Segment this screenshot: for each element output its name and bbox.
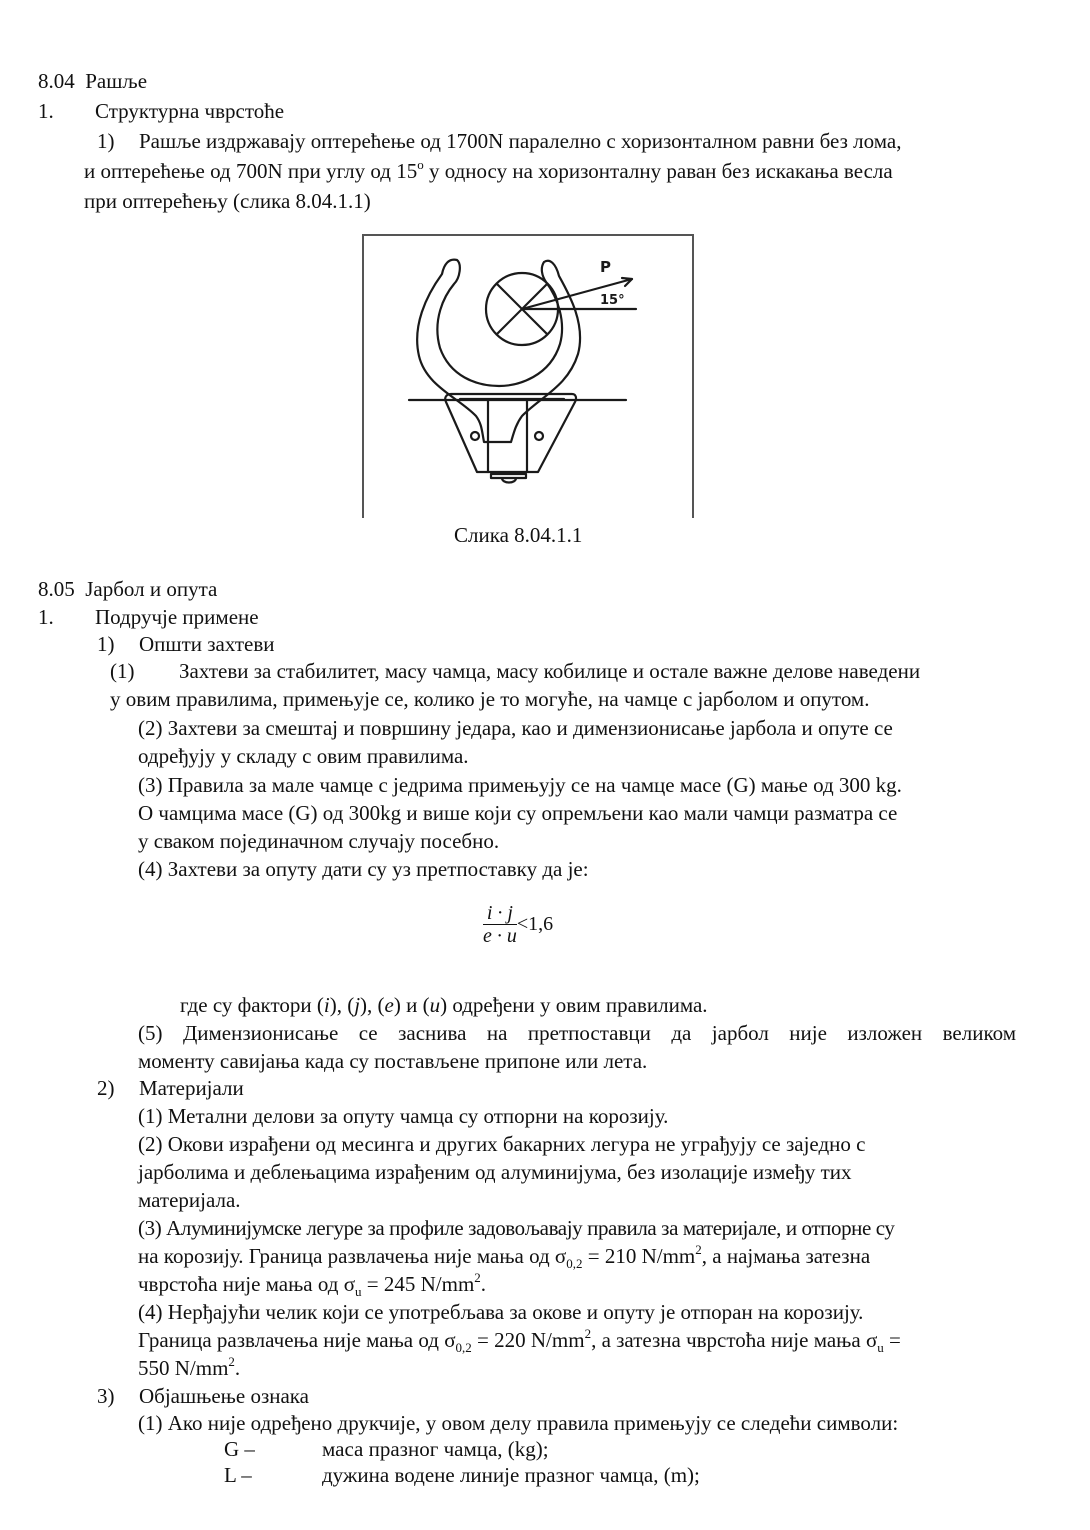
text: , а затезна чврстоћа није мања σ [591, 1328, 878, 1352]
group-title: Материјали [139, 1076, 244, 1100]
section-number: 8.04 [38, 69, 75, 93]
oarlock-drawing [364, 236, 692, 518]
section-title: Јарбол и опута [85, 577, 218, 601]
rule-1-line-3 [84, 188, 371, 214]
group-3-heading [97, 1383, 309, 1409]
g1-item-3-line-2: О чамцима масе (G) од 300kg и више који су опремљени као мали чамци разматра се [138, 801, 898, 825]
g3-item-1-line-1: (1) Ако није одређено друкчије, у овом делу правила примењују се следећи символи: [138, 1411, 899, 1435]
g2-item-3-line-3 [138, 1270, 487, 1300]
g2-item-3-line-2 [138, 1242, 871, 1272]
factor-e: e [384, 993, 394, 1017]
group-title: Општи захтеви [139, 632, 275, 656]
superscript: 2 [695, 1242, 702, 1257]
text: ) одређени у овим правилима. [440, 993, 708, 1017]
text: ) и ( [393, 993, 430, 1017]
rule-text: у односу на хоризонталну раван без искакања весла [423, 159, 893, 183]
rule-text: Рашље издржавају оптерећење од 1700N паралелно с хоризонталном равни без лома, [139, 129, 902, 153]
symbol: L – [224, 1463, 252, 1487]
text: где су фактори ( [180, 993, 324, 1017]
text: = [883, 1328, 901, 1352]
bottom-nut [491, 474, 526, 483]
symbol-row [224, 1436, 549, 1462]
text: 550 N/mm [138, 1356, 229, 1380]
item-number: (1) [110, 659, 135, 683]
subscript: u [877, 1340, 884, 1356]
group-title: Објашњење ознака [139, 1384, 309, 1408]
g2-item-2-line-3: материјала. [138, 1188, 241, 1212]
g2-item-4-line-1: (4) Нерђајући челик који се употребљава за окове и опуту је отпоран на корозију. [138, 1300, 864, 1324]
symbol-description: дужина водене линије празног чамца, (m); [322, 1463, 700, 1487]
force-label: P [600, 258, 611, 276]
degree-superscript: o [417, 157, 424, 172]
rule-text: при оптерећењу (слика 8.04.1.1) [84, 189, 371, 213]
text: . [480, 1272, 487, 1296]
paragraph-number: 1. [38, 99, 54, 123]
formula-relation: <1,6 [516, 913, 554, 935]
g1-item-1-line-1 [110, 658, 920, 684]
group-number: 2) [97, 1076, 115, 1100]
g2-item-4-line-2 [138, 1326, 901, 1356]
g1-item-3-line-3: у сваком појединачном случају посебно. [138, 829, 500, 853]
text: ), ( [360, 993, 385, 1017]
g1-item-4-line-1: (4) Захтеви за опуту дати су уз претпоставку да је: [138, 857, 589, 881]
group-1-heading [97, 631, 275, 657]
section-title: Рашље [85, 69, 148, 93]
g1-item-2-line-2: одређују у складу с овим правилима. [138, 744, 469, 768]
g2-item-4-line-3 [138, 1355, 240, 1381]
paragraph-number: 1. [38, 605, 54, 629]
g1-item-5-line-1: (5) Димензионисање се заснива на претпоставци да јарбол није изложен великом [138, 1021, 1016, 1045]
g1-item-5-line-2: моменту савијања када су постављене припоне или лета. [138, 1049, 648, 1073]
rule-number: 1) [97, 129, 115, 153]
rule-1-line-1 [97, 128, 901, 154]
paragraph-heading [38, 98, 284, 124]
text: Граница развлачења није мања од σ [138, 1328, 456, 1352]
subscript: 0,2 [455, 1340, 472, 1356]
factor-u: u [429, 993, 441, 1017]
g1-item-2-line-1: (2) Захтеви за смештај и површину једара, као и димензионисање јарбола и опуте се [138, 716, 893, 740]
angle-label: 15° [600, 293, 625, 308]
screw-left [471, 432, 479, 440]
g1-item-3-line-1: (3) Правила за мале чамце с једрима примењују се на чамце масе (G) мање од 300 kg. [138, 773, 902, 797]
text: . [234, 1356, 241, 1380]
figure-caption: Слика 8.04.1.1 [454, 523, 583, 547]
group-2-heading [97, 1075, 244, 1101]
g2-item-2-line-1: (2) Окови израђени од месинга и других бакарних легура не уграђују се заједно с [138, 1132, 866, 1156]
text: = 245 N/mm [361, 1272, 475, 1296]
rigging-formula [483, 902, 553, 947]
subscript: u [355, 1284, 362, 1300]
g2-item-3-line-1: (3) Алуминијумске легуре за профиле задовољавају правила за материјале, и отпорне су [138, 1216, 895, 1240]
symbol: G – [224, 1437, 255, 1461]
factor-i: i [323, 993, 330, 1017]
g1-item-1-line-2: у овим правилима, примењује се, колико је то могуће, на чамце с јарболом и опутом. [110, 687, 870, 711]
text: = 210 N/mm [582, 1244, 696, 1268]
rule-text: и оптерећење од 700N при углу од 15 [84, 159, 418, 183]
factor-j: j [354, 993, 361, 1017]
figure-oarlock-diagram [362, 234, 694, 518]
formula-fraction [483, 902, 517, 947]
paragraph-heading [38, 604, 259, 630]
formula-numerator: i · j [483, 902, 517, 925]
symbol-description: маса празног чамца, (kg); [322, 1437, 549, 1461]
paragraph-title: Структурна чврстоће [95, 99, 285, 123]
section-heading-8-04 [38, 68, 147, 94]
text: чврстоћа није мања од σ [138, 1272, 356, 1296]
formula-denominator: e · u [483, 925, 517, 947]
group-number: 1) [97, 632, 115, 656]
section-heading-8-05 [38, 576, 217, 602]
rule-1-line-2 [84, 158, 893, 184]
text: , а најмања затезна [701, 1244, 871, 1268]
g2-item-2-line-2: јарболима и деблењацима израђеним од алуминијума, без изолације између тих [138, 1160, 852, 1184]
text: на корозију. Граница развлачења није мања од σ [138, 1244, 567, 1268]
formula-explanation [180, 992, 708, 1018]
screw-right [535, 432, 543, 440]
item-text: Захтеви за стабилитет, масу чамца, масу кобилице и остале важне делове наведени [179, 659, 921, 683]
superscript: 2 [584, 1326, 592, 1341]
superscript: 2 [228, 1354, 235, 1369]
group-number: 3) [97, 1384, 115, 1408]
text: ), ( [329, 993, 355, 1017]
g2-item-1-line-1: (1) Метални делови за опуту чамца су отпорни на корозију. [138, 1104, 669, 1128]
text: = 220 N/mm [471, 1328, 585, 1352]
symbol-row [224, 1462, 700, 1488]
paragraph-title: Подручје примене [95, 605, 259, 629]
superscript: 2 [474, 1270, 481, 1285]
subscript: 0,2 [566, 1256, 583, 1272]
section-number: 8.05 [38, 577, 75, 601]
